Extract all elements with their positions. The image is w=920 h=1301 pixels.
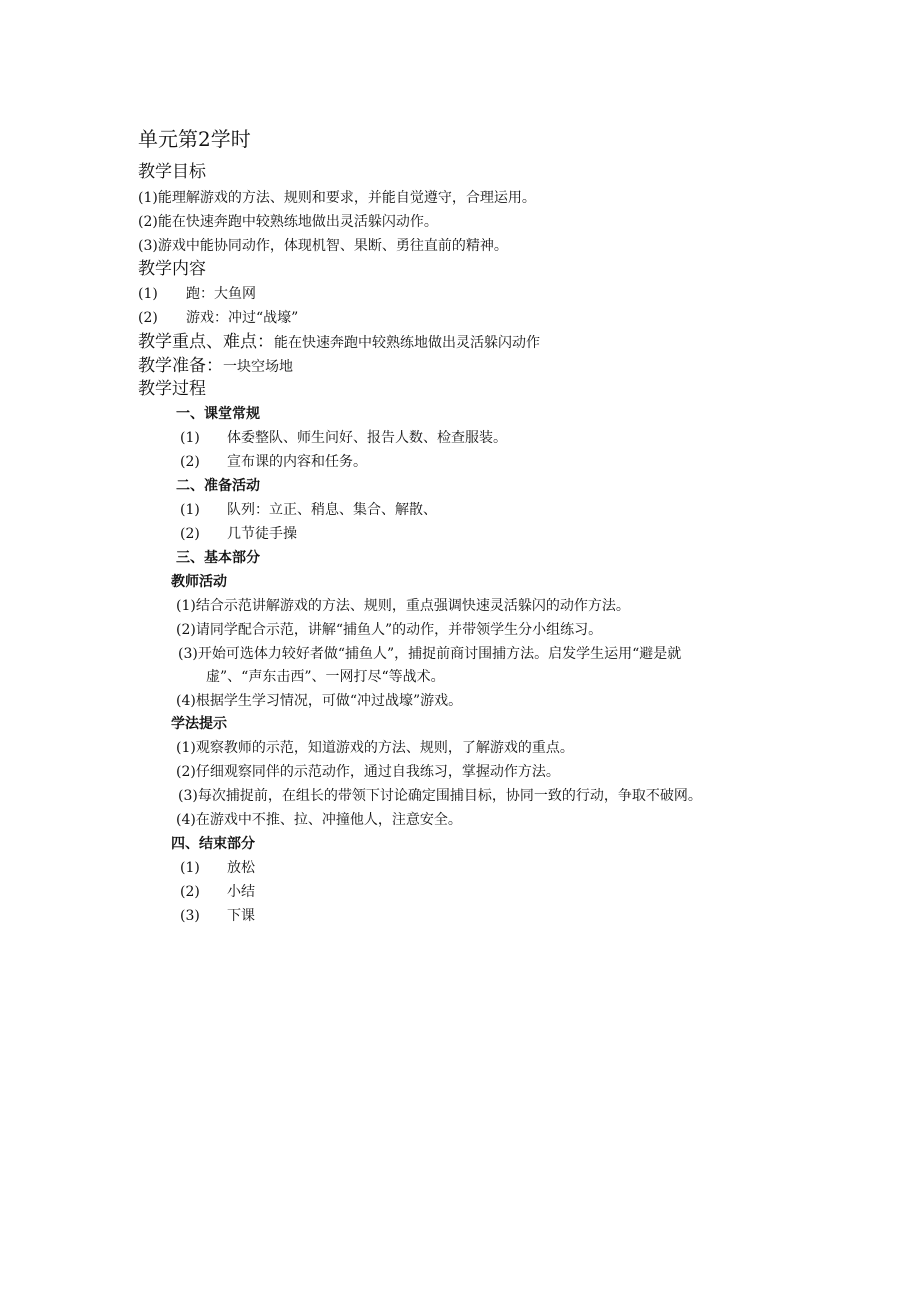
item-text: 跑：大鱼网 [186, 286, 256, 302]
teacher-item: (4)根据学生学习情况，可做“冲过战壕”游戏。 [176, 693, 463, 709]
item-text: 小结 [227, 884, 255, 900]
item-number: (3) [180, 908, 200, 924]
subsection-title: 学法提示 [171, 716, 227, 732]
section-item [180, 858, 255, 878]
item-number: (2) [180, 454, 200, 470]
section-title: 四、结束部分 [171, 836, 255, 852]
item-text: 放松 [227, 860, 255, 876]
keypoints-text: 能在快速奔跑中较熟练地做出灵活躲闪动作 [274, 335, 540, 351]
item-number: (1) [180, 430, 200, 446]
objective-item: (3)游戏中能协同动作，体现机智、果断、勇往直前的精神。 [138, 238, 508, 254]
section-item [180, 500, 437, 520]
content-item [138, 308, 298, 328]
section-item [180, 906, 255, 926]
preparation-line [138, 355, 293, 377]
content-item [138, 284, 256, 304]
content-heading: 教学内容 [138, 259, 206, 279]
keypoints-label: 教学重点、难点： [138, 332, 274, 352]
preparation-label: 教学准备： [138, 356, 223, 376]
item-text: 体委整队、师生问好、报告人数、检查服装。 [227, 430, 507, 446]
item-number: (1) [180, 502, 200, 518]
student-item: (3)每次捕捉前，在组长的带领下讨论确定围捕目标，协同一致的行动，争取不破网。 [178, 788, 702, 804]
item-text: 几节徒手操 [227, 526, 297, 542]
student-item: (4)在游戏中不推、拉、冲撞他人，注意安全。 [176, 812, 462, 828]
section-item [180, 882, 255, 902]
section-title: 二、准备活动 [176, 478, 260, 494]
section-item [180, 524, 297, 544]
section-item [180, 452, 367, 472]
item-number: (2) [180, 526, 200, 542]
section-title: 三、基本部分 [176, 550, 260, 566]
teacher-item: (2)请同学配合示范，讲解“捕鱼人”的动作，并带领学生分小组练习。 [176, 622, 603, 638]
item-number: (2) [138, 310, 158, 326]
objectives-heading: 教学目标 [138, 162, 206, 182]
student-item: (1)观察教师的示范，知道游戏的方法、规则，了解游戏的重点。 [176, 740, 574, 756]
item-text: 游戏：冲过“战壕” [186, 310, 299, 326]
section-title: 一、课堂常规 [176, 406, 260, 422]
teacher-item-continued: 虚”、“声东击西”、一网打尽“等战术。 [206, 669, 445, 685]
objective-item: (1)能理解游戏的方法、规则和要求，并能自觉遵守，合理运用。 [138, 190, 536, 206]
process-heading: 教学过程 [138, 379, 206, 399]
item-text: 宣布课的内容和任务。 [227, 454, 367, 470]
lesson-title: 单元第2学时 [138, 127, 251, 151]
keypoints-line [138, 331, 540, 353]
student-item: (2)仔细观察同伴的示范动作，通过自我练习，掌握动作方法。 [176, 764, 560, 780]
item-text: 下课 [227, 908, 255, 924]
item-number: (2) [180, 884, 200, 900]
teacher-item: (3)开始可选体力较好者做“捕鱼人”，捕捉前商讨围捕方法。启发学生运用“避是就 [178, 646, 682, 662]
preparation-text: 一块空场地 [223, 359, 293, 375]
item-number: (1) [138, 286, 158, 302]
section-item [180, 428, 507, 448]
subsection-title: 教师活动 [171, 574, 227, 590]
objective-item: (2)能在快速奔跑中较熟练地做出灵活躲闪动作。 [138, 214, 438, 230]
item-text: 队列：立正、稍息、集合、解散、 [227, 502, 437, 518]
teacher-item: (1)结合示范讲解游戏的方法、规则，重点强调快速灵活躲闪的动作方法。 [176, 598, 630, 614]
item-number: (1) [180, 860, 200, 876]
